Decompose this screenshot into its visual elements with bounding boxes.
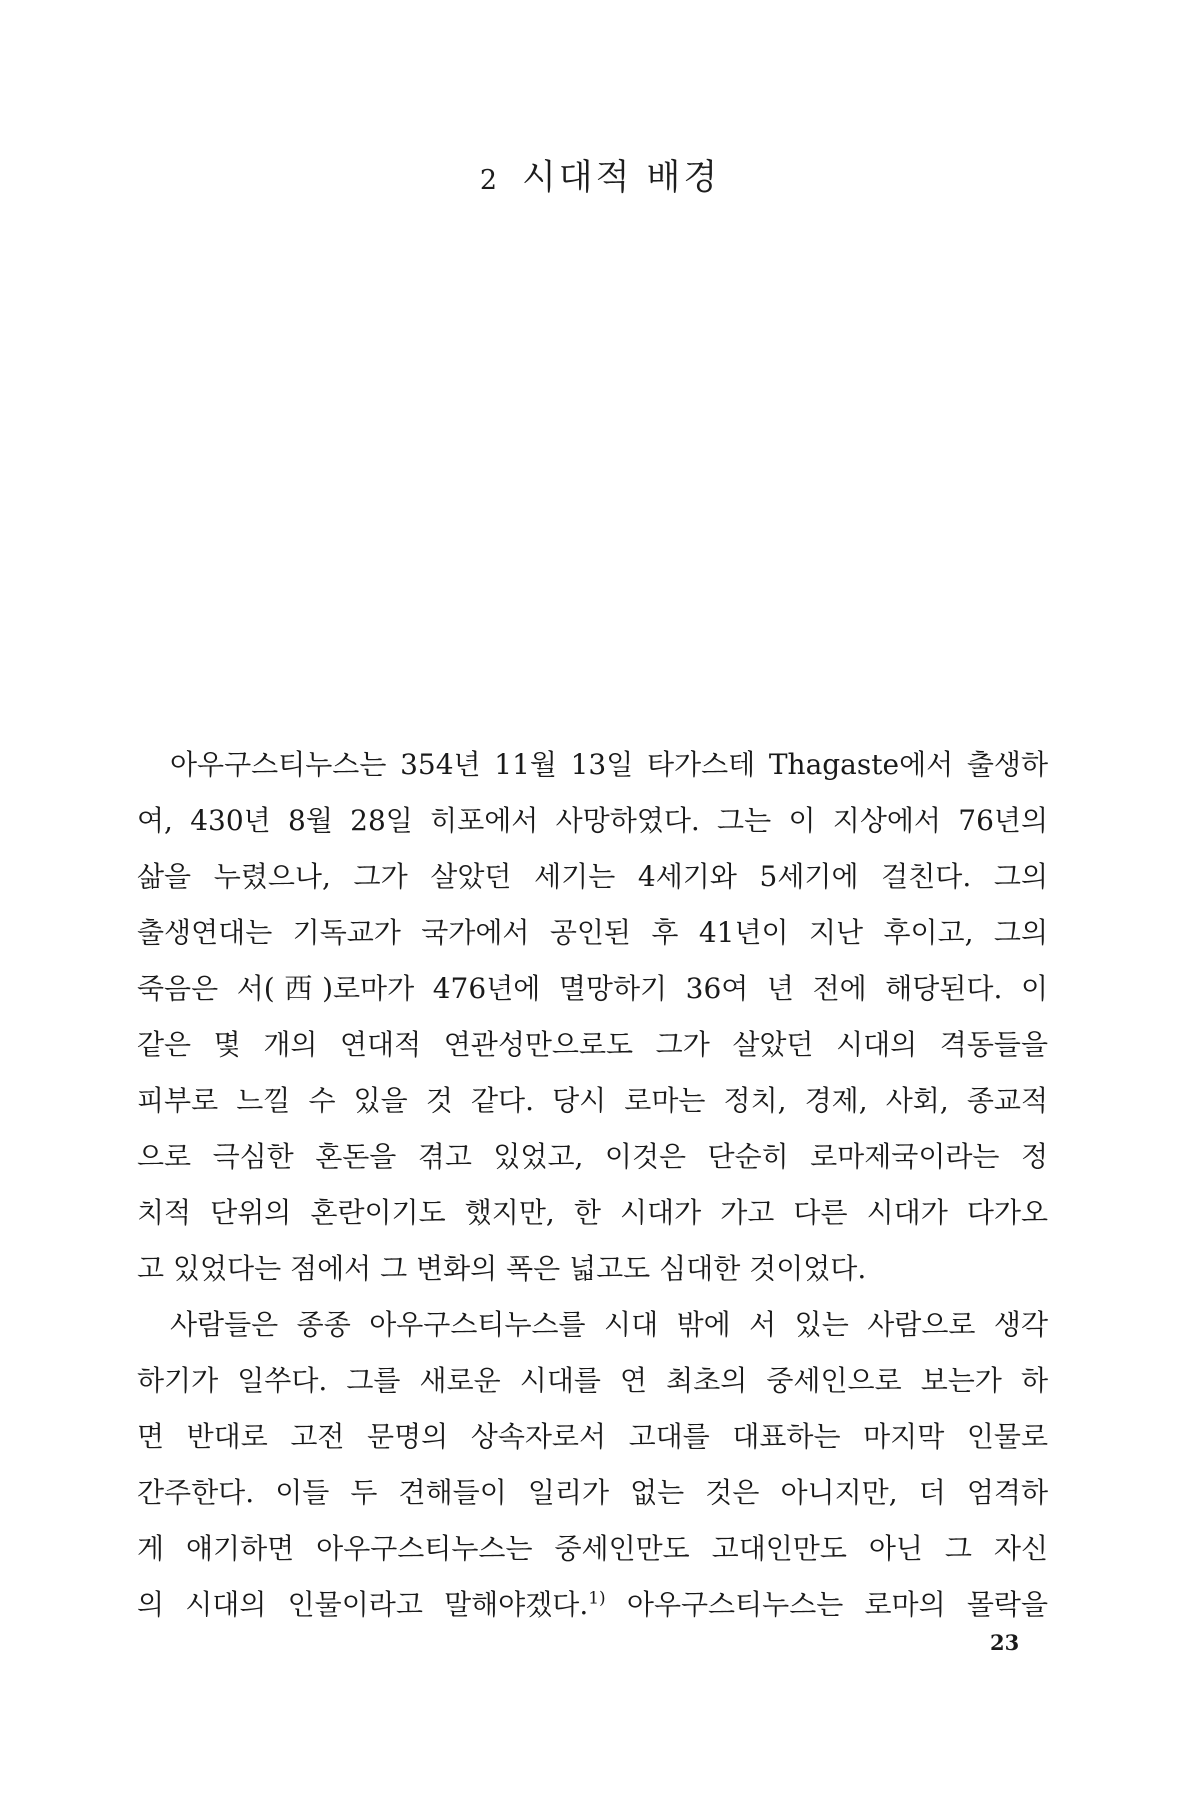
text-line: 면 반대로 고전 문명의 상속자로서 고대를 대표하는 마지막 인물로 bbox=[137, 1420, 1048, 1453]
chapter-number: 2 bbox=[479, 165, 500, 196]
text-line: 고 있었다는 점에서 그 변화의 폭은 넓고도 심대한 것이었다. bbox=[137, 1252, 867, 1285]
chapter-title: 시대적 배경 bbox=[522, 158, 721, 198]
text-line: 같은 몇 개의 연대적 연관성만으로도 그가 살았던 시대의 격동들을 bbox=[137, 1028, 1048, 1061]
text-line: 으로 극심한 혼돈을 겪고 있었고, 이것은 단순히 로마제국이라는 정 bbox=[137, 1140, 1048, 1173]
text-segment: 아우구스티누스는 로마의 몰락을 bbox=[605, 1588, 1049, 1621]
text-line: 죽음은 서(西)로마가 476년에 멸망하기 36여 년 전에 해당된다. 이 bbox=[137, 972, 1048, 1005]
paragraph-2 bbox=[137, 1297, 1048, 1633]
text-line: 게 얘기하면 아우구스티누스는 중세인만도 고대인만도 아닌 그 자신 bbox=[137, 1532, 1048, 1565]
text-line: 치적 단위의 혼란이기도 했지만, 한 시대가 가고 다른 시대가 다가오 bbox=[137, 1196, 1048, 1229]
text-line: 삶을 누렸으나, 그가 살았던 세기는 4세기와 5세기에 걸친다. 그의 bbox=[137, 860, 1048, 893]
page-number: 23 bbox=[990, 1630, 1020, 1655]
text-line: 사람들은 종종 아우구스티누스를 시대 밖에 서 있는 사람으로 생각 bbox=[170, 1308, 1048, 1341]
text-line-with-footnote bbox=[137, 1577, 1048, 1633]
paragraph-1 bbox=[137, 737, 1048, 1297]
text-line: 하기가 일쑤다. 그를 새로운 시대를 연 최초의 중세인으로 보는가 하 bbox=[137, 1364, 1048, 1397]
text-line: 아우구스티누스는 354년 11월 13일 타가스테 Thagaste에서 출생하 bbox=[170, 748, 1048, 781]
chapter-heading bbox=[0, 150, 1200, 200]
text-segment: 의 시대의 인물이라고 말해야겠다. bbox=[137, 1588, 589, 1621]
body-text bbox=[137, 737, 1048, 1633]
footnote-reference[interactable]: 1) bbox=[588, 1588, 606, 1609]
text-line: 여, 430년 8월 28일 히포에서 사망하였다. 그는 이 지상에서 76년의 bbox=[137, 804, 1048, 837]
text-line: 간주한다. 이들 두 견해들이 일리가 없는 것은 아니지만, 더 엄격하 bbox=[137, 1476, 1048, 1509]
text-line: 출생연대는 기독교가 국가에서 공인된 후 41년이 지난 후이고, 그의 bbox=[137, 916, 1048, 949]
text-line: 피부로 느낄 수 있을 것 같다. 당시 로마는 정치, 경제, 사회, 종교적 bbox=[137, 1084, 1048, 1117]
